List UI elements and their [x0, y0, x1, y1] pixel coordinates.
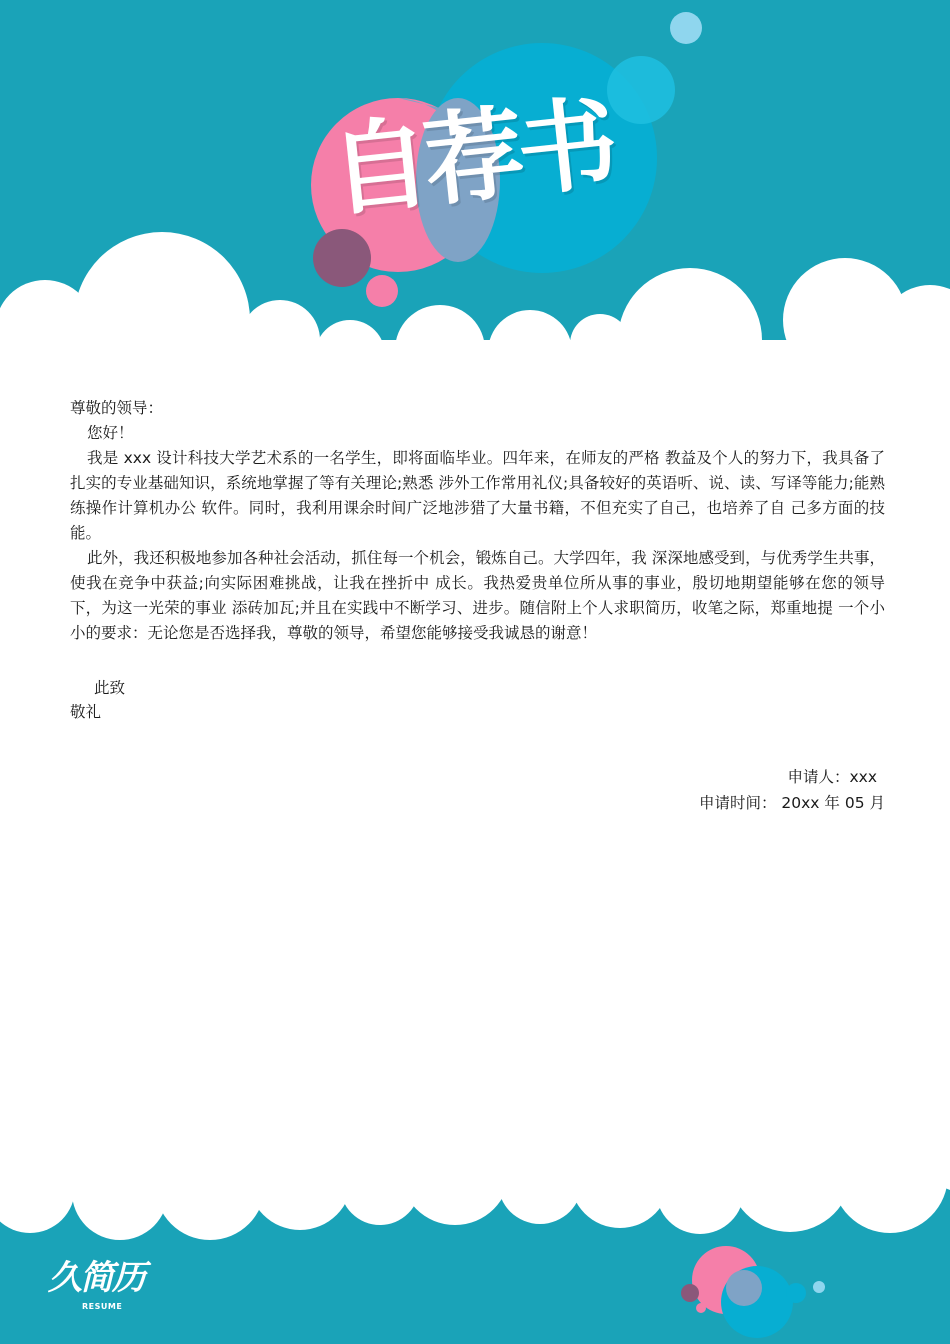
closing-line-2: 敬礼: [70, 703, 102, 721]
page-title: 自荐书: [324, 83, 618, 231]
footer-dark-bubble-icon: [681, 1284, 699, 1302]
greeting: 您好！: [87, 424, 134, 442]
footer-small-bubble-icon: [786, 1283, 806, 1303]
applicant-name: 申请人：xxx: [787, 768, 877, 786]
letter-body: [70, 396, 885, 646]
salutation: 尊敬的领导：: [70, 399, 164, 417]
logo-subtitle: RESUME: [82, 1302, 123, 1311]
paragraph-1: 我是 xxx 设计科技大学艺术系的一名学生，即将面临毕业。四年来，在师友的严格 教益及个人的努力下，我具备了扎实的专业基础知识，系统地掌握了等有关理论;熟悉 涉外工作常用礼仪;具备较好的英语听、说、读、写译等能力;能熟练操作计算机办公 软件。同时，我利用课余时间广泛地涉猎了大量书籍，不但充实了自己，也培养了自 己多方面的技能。: [70, 449, 885, 542]
bubble-pink-small-icon: [366, 275, 398, 307]
paragraph-2: 此外，我还积极地参加各种社会活动，抓住每一个机会，锻炼自己。大学四年，我 深深地感受到，与优秀学生共事，使我在竞争中获益;向实际困难挑战，让我在挫折中 成长。我热爱贵单位所从事的事业，殷切地期望能够在您的领导下，为这一光荣的事业 添砖加瓦;并且在实践中不断学习、进步。随信附上个人求职简历，收笔之际，郑重地提 一个小小的要求：无论您是否选择我，尊敬的领导，希望您能够接受我诚恳的谢意！: [70, 549, 885, 642]
closing: [70, 676, 125, 724]
logo-mark: 久简历: [48, 1258, 144, 1298]
bubble-light-icon: [670, 12, 702, 44]
application-date: 申请时间： 20xx 年 05 月: [698, 794, 885, 812]
signature-block: [699, 764, 885, 816]
closing-line-1: 此致: [94, 679, 126, 697]
brand-logo: [48, 1258, 158, 1318]
